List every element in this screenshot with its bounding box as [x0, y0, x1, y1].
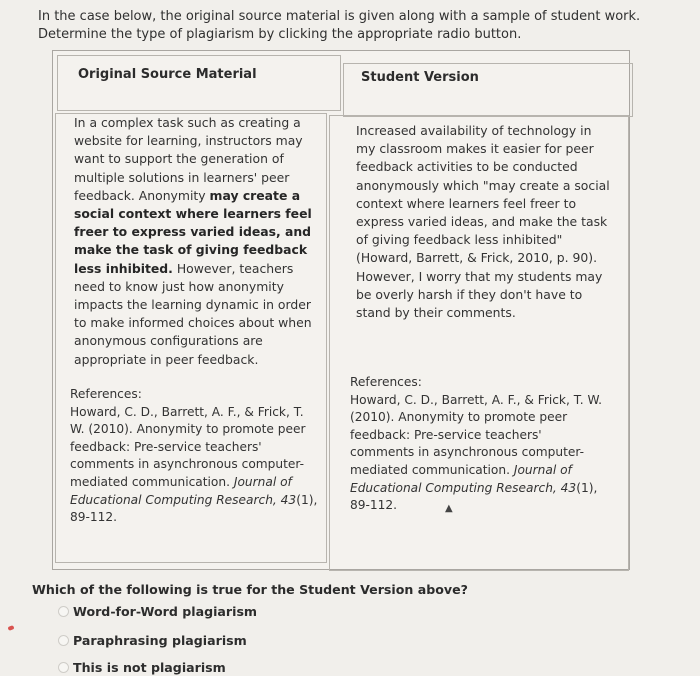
- original-ref-tail: (1), 89-112.: [70, 492, 318, 525]
- student-text: Increased availability of technology in my classroom makes it easier for peer feedback activities to be conducted anonymously which "may create a social context where learners feel freer to express varied ideas, and make the task of giving feedback less inhibited" (Howard, Barrett, & Frick, 2010, p. 90). However, I worry that my students may be overly harsh if they don't have to stand by their comments.: [356, 123, 610, 321]
- original-passage: [74, 114, 322, 369]
- option-paraphrasing[interactable]: [58, 633, 247, 648]
- student-passage: [356, 122, 612, 322]
- header-student: [343, 63, 633, 117]
- question-text: Which of the following is true for the Student Version above?: [32, 582, 468, 597]
- radio-paraphrasing[interactable]: [58, 635, 69, 646]
- comparison-table: [52, 50, 630, 570]
- original-references: [70, 386, 318, 527]
- student-ref-tail: (1), 89-112.: [350, 480, 598, 513]
- radio-not-plagiarism[interactable]: [58, 662, 69, 673]
- instructions: [38, 8, 678, 44]
- student-ref-text: Howard, C. D., Barrett, A. F., & Frick, T. W. (2010). Anonymity to promote peer feedback: Pre-service teachers' comments in asynchronous computer-mediated communication.: [350, 392, 602, 477]
- student-references: [350, 374, 602, 515]
- instructions-line-1: In the case below, the original source material is given along with a sample of student work.: [38, 9, 641, 24]
- radio-word-for-word[interactable]: [58, 606, 69, 617]
- header-student-label: Student Version: [361, 70, 479, 85]
- student-ref-journal: Journal of Educational Computing Research, 43: [350, 462, 577, 495]
- option-not-plagiarism-label[interactable]: This is not plagiarism: [73, 660, 226, 675]
- original-references-label: References:: [70, 387, 142, 401]
- option-word-for-word-label[interactable]: Word-for-Word plagiarism: [73, 604, 258, 619]
- option-word-for-word[interactable]: [58, 604, 257, 619]
- mouse-cursor-icon: ▲: [445, 503, 453, 514]
- original-text-1: In a complex task such as creating a website for learning, instructors may want to support the generation of multiple solutions in learners' peer feedback. Anonymity: [74, 115, 303, 203]
- header-original-label: Original Source Material: [78, 67, 257, 82]
- original-text-bold: may create a social context where learners feel freer to express varied ideas, and make the task of giving feedback less inhibited.: [74, 187, 312, 276]
- original-ref-text: Howard, C. D., Barrett, A. F., & Frick, T. W. (2010). Anonymity to promote peer feedback: Pre-service teachers' comments in asynchronous computer-mediated communication.: [70, 404, 306, 489]
- option-not-plagiarism[interactable]: [58, 660, 226, 675]
- original-ref-journal: Journal of Educational Computing Research, 43: [70, 474, 297, 507]
- option-paraphrasing-label[interactable]: Paraphrasing plagiarism: [73, 633, 247, 648]
- original-source-cell: [55, 113, 327, 563]
- instructions-line-2: Determine the type of plagiarism by clicking the appropriate radio button.: [38, 27, 522, 42]
- student-version-cell: [329, 115, 629, 571]
- header-original: [57, 55, 341, 111]
- original-text-2: However, teachers need to know just how anonymity impacts the learning dynamic in order to make informed choices about when anonymous configurations are appropriate in peer feedback.: [74, 260, 312, 367]
- red-mark-icon: [7, 625, 14, 631]
- student-references-label: References:: [350, 375, 422, 389]
